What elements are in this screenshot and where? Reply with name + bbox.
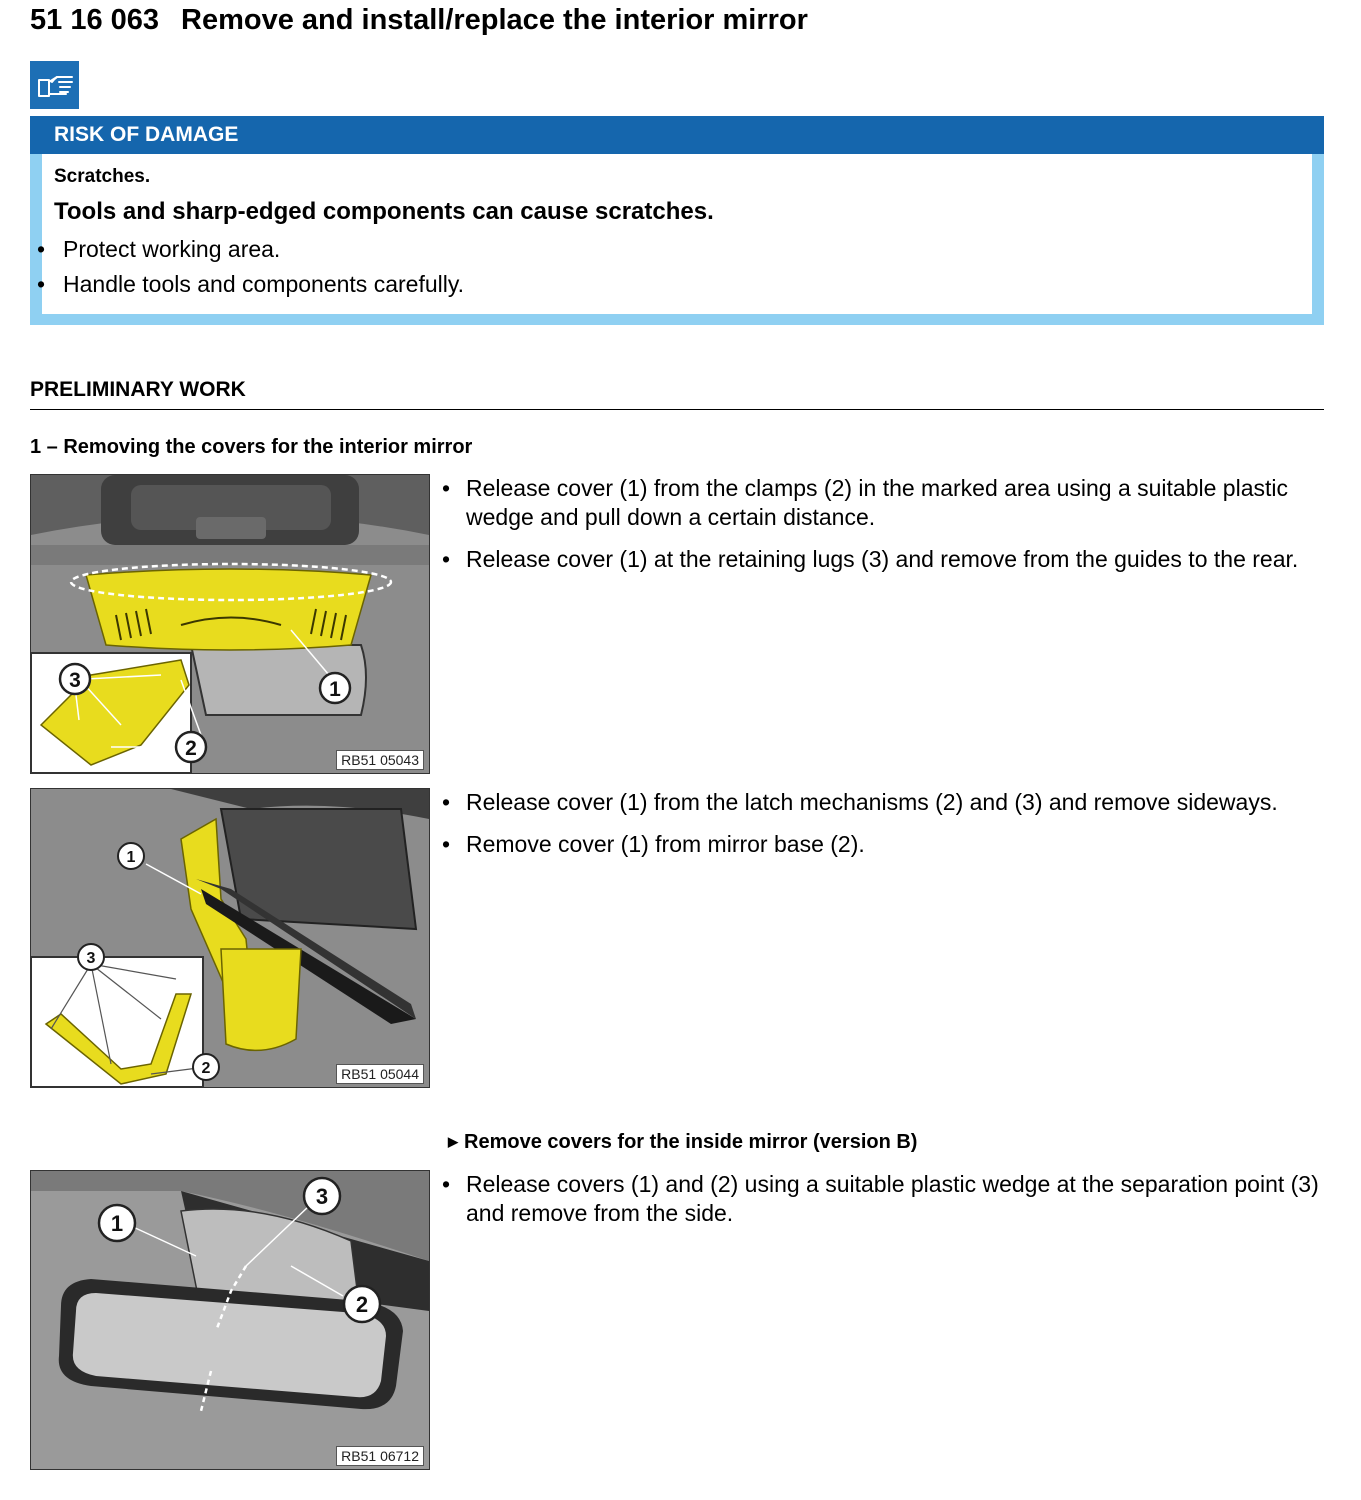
section-heading: PRELIMINARY WORK — [30, 378, 246, 401]
instruction-bullet: • Release covers (1) and (2) using a suitable plastic wedge at the separation point (3) and remove from the side. — [466, 1170, 1324, 1228]
figure-illustration — [31, 789, 429, 1087]
figure-illustration — [31, 475, 429, 773]
figure-code: RB51 05043 — [336, 750, 424, 770]
risk-subtitle: Scratches. — [54, 166, 151, 187]
instruction-bullet: • Release cover (1) from the latch mechanisms (2) and (3) and remove sideways. — [466, 788, 1324, 817]
page-title — [30, 4, 808, 37]
hand-pointer-icon — [30, 61, 79, 109]
figure-code: RB51 06712 — [336, 1446, 424, 1466]
figure-callout: 2 — [201, 1060, 211, 1077]
figure-mirror-latch — [30, 788, 430, 1088]
figure-callout: 3 — [315, 1184, 329, 1209]
risk-main-text: Tools and sharp-edged components can cause scratches. — [54, 198, 714, 225]
triangle-right-icon: ▶ — [448, 1134, 458, 1149]
risk-header — [30, 116, 1324, 154]
instruction-bullet: • Remove cover (1) from mirror base (2). — [466, 830, 1324, 859]
risk-of-damage-box — [30, 116, 1324, 325]
figure-callout: 3 — [69, 669, 81, 692]
step-instructions — [466, 1170, 1324, 1241]
step-title: 1 – Removing the covers for the interior mirror — [30, 436, 473, 458]
figure-callout: 2 — [185, 737, 197, 760]
section-divider — [30, 409, 1324, 410]
step-instructions — [466, 474, 1324, 587]
instruction-bullet: • Release cover (1) from the clamps (2) in the marked area using a suitable plastic wedge and pull down a certain distance. — [466, 474, 1324, 532]
risk-bullet: • Handle tools and components carefully. — [63, 271, 464, 298]
figure-code: RB51 05044 — [336, 1064, 424, 1084]
document-title: Remove and install/replace the interior mirror — [181, 4, 808, 36]
risk-body — [42, 154, 1312, 314]
risk-heading: RISK OF DAMAGE — [54, 123, 239, 146]
step-instructions — [466, 788, 1324, 872]
instruction-bullet: • Release cover (1) at the retaining lugs (3) and remove from the guides to the rear. — [466, 545, 1324, 574]
figure-interior-mirror-cover — [30, 474, 430, 774]
figure-callout: 1 — [329, 678, 341, 701]
figure-callout: 2 — [355, 1292, 369, 1317]
figure-callout: 1 — [126, 849, 136, 866]
figure-callout: 3 — [86, 950, 96, 967]
version-b-subheading — [448, 1131, 917, 1154]
document-number: 51 16 063 — [30, 4, 160, 36]
risk-bullet: • Protect working area. — [63, 236, 280, 263]
subheading-text: Remove covers for the inside mirror (version B) — [464, 1131, 918, 1153]
figure-callout: 1 — [110, 1211, 124, 1236]
figure-illustration — [31, 1171, 429, 1469]
figure-mirror-version-b — [30, 1170, 430, 1470]
